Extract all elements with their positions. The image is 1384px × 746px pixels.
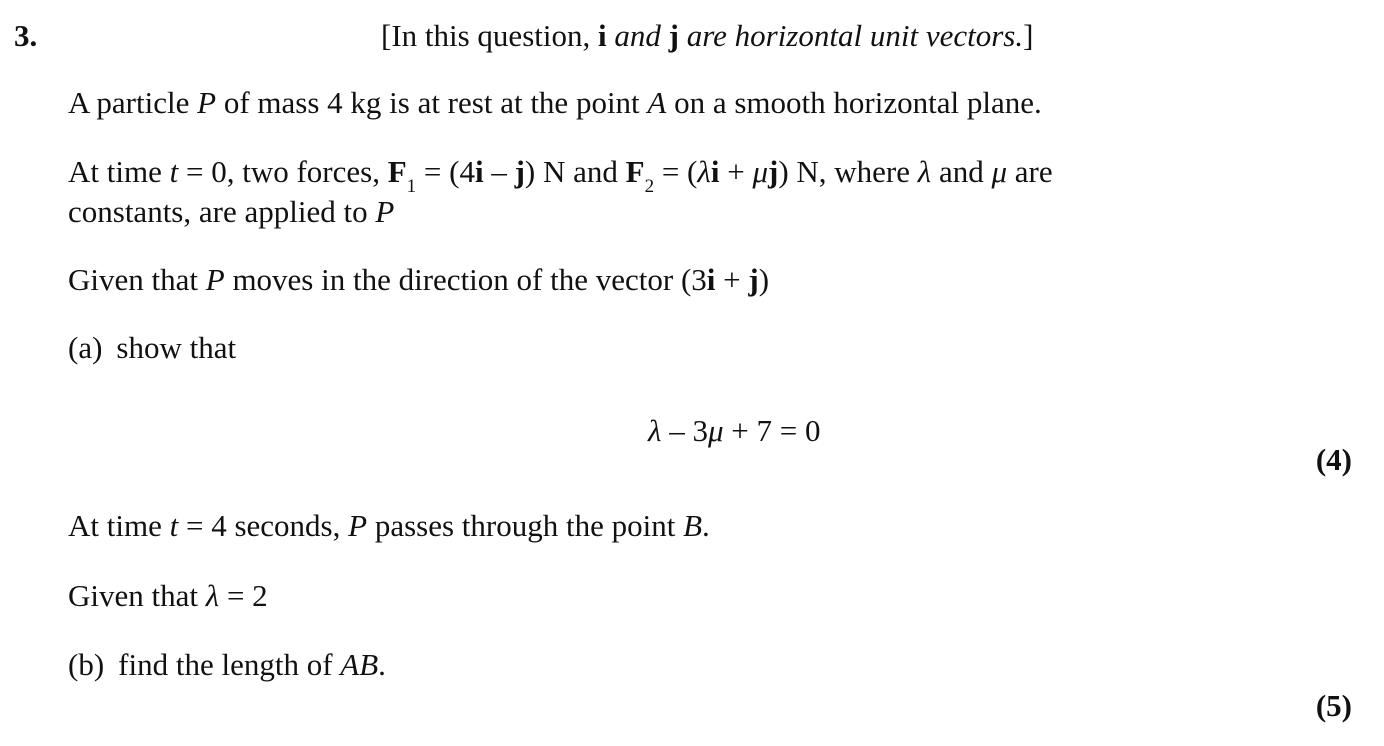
point-a: A — [647, 85, 667, 120]
note-and: and — [606, 18, 669, 53]
time-variable: t — [169, 154, 179, 189]
unit-vector-i: i — [474, 154, 484, 189]
particle-p: P — [348, 508, 368, 543]
time-variable: t — [169, 508, 179, 543]
lambda-symbol: λ — [205, 578, 220, 613]
part-a-text: show that — [116, 330, 237, 365]
text-segment: At time — [68, 154, 170, 189]
text-segment: = (4 — [416, 154, 475, 189]
question-number: 3. — [14, 18, 38, 53]
segment-ab: AB — [340, 647, 379, 682]
text-segment: . — [378, 647, 386, 682]
part-b-label: (b) — [68, 647, 105, 682]
constants-line — [68, 196, 394, 227]
text-segment: – — [483, 154, 515, 189]
equation — [648, 415, 820, 446]
unit-vector-j: j — [668, 18, 679, 53]
note-close: ] — [1023, 18, 1034, 53]
text-segment: = 0, two forces, — [178, 154, 388, 189]
text-segment: Given that — [68, 262, 206, 297]
particle-p: P — [205, 262, 225, 297]
lambda-symbol: λ — [697, 154, 711, 189]
lambda-symbol: λ — [917, 154, 932, 189]
text-segment: At time — [68, 508, 170, 543]
text-segment: + — [715, 262, 749, 297]
direction-line — [68, 264, 769, 295]
mu-symbol: μ — [991, 154, 1008, 189]
mu-symbol: μ — [752, 154, 768, 189]
text-segment: moves in the direction of the vector (3 — [224, 262, 707, 297]
question-note — [381, 20, 1033, 51]
mu-symbol: μ — [707, 413, 724, 448]
force-f2: F — [625, 154, 645, 189]
unit-vector-i: i — [706, 262, 716, 297]
lambda-given-line — [68, 580, 268, 611]
text-segment: + 7 = 0 — [723, 413, 821, 448]
unit-vector-j: j — [768, 154, 779, 189]
text-segment: and — [931, 154, 992, 189]
particle-p: P — [197, 85, 217, 120]
note-rest: are horizontal unit vectors. — [678, 18, 1024, 53]
text-segment: ) — [758, 262, 770, 297]
part-b — [68, 649, 386, 680]
intro-line — [68, 87, 1042, 118]
text-segment: – 3 — [661, 413, 708, 448]
text-segment: + — [719, 154, 753, 189]
force-f1: F — [387, 154, 407, 189]
text-segment: = ( — [654, 154, 698, 189]
unit-vector-i: i — [710, 154, 720, 189]
part-a — [68, 332, 236, 363]
subscript-1: 1 — [406, 176, 417, 197]
unit-vector-i: i — [598, 18, 607, 53]
text-segment: A particle — [68, 85, 198, 120]
text-segment: constants, are applied to — [68, 194, 376, 229]
lambda-symbol: λ — [648, 413, 662, 448]
text-segment: = 2 — [219, 578, 268, 613]
text-segment: of mass 4 kg is at rest at the point — [216, 85, 648, 120]
subscript-2: 2 — [644, 176, 655, 197]
forces-line — [68, 154, 1053, 197]
text-segment: are — [1007, 154, 1053, 189]
text-segment: ) N and — [524, 154, 626, 189]
particle-p: P — [375, 194, 395, 229]
unit-vector-j: j — [514, 154, 525, 189]
text-segment: find the length of — [118, 647, 341, 682]
unit-vector-j: j — [748, 262, 759, 297]
note-open: [In this question, — [381, 18, 598, 53]
text-segment: Given that — [68, 578, 206, 613]
text-segment: passes through the point — [367, 508, 684, 543]
part-a-label: (a) — [68, 330, 103, 365]
text-segment: = 4 seconds, — [178, 508, 349, 543]
point-b: B — [683, 508, 702, 543]
text-segment: . — [702, 508, 710, 543]
text-segment: on a smooth horizontal plane. — [666, 85, 1042, 120]
text-segment: ) N, where — [778, 154, 918, 189]
time-b-line — [68, 510, 710, 541]
marks-part-b: (5) — [1315, 688, 1352, 723]
marks-part-a: (4) — [1315, 442, 1352, 477]
